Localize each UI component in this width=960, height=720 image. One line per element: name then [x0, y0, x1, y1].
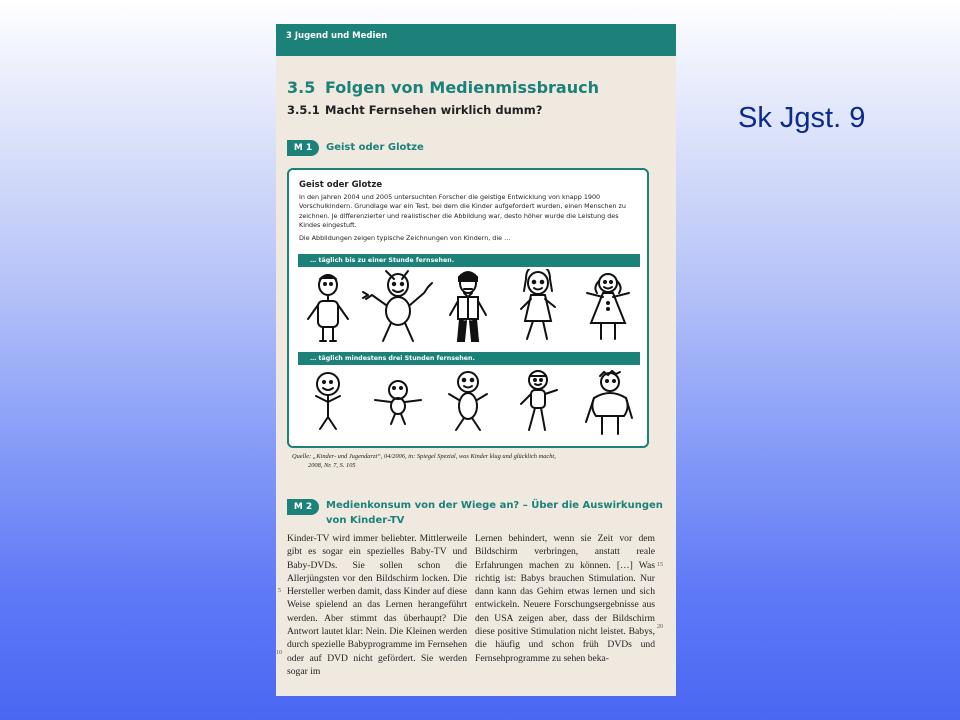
- m2-column-2-text: Lernen behindert, wenn sie Zeit vor dem Bildschirm verbringen, anstatt reale Erfahrungen machen zu können. […] Was richtig ist: Babys brauchen Stimulation. Nur dann kann das Gehirn etwas lernen und sich entwickeln. Neuere Forschungsergebnisse aus den USA zeigen aber, dass der Bildschirm diese positive Stimulation nicht leistet. Babys, die häufig und schon früh DVDs und Fernsehprogramme zu sehen beka-: [475, 533, 655, 664]
- drawings-low-tv: [298, 269, 640, 349]
- m2-title-line-2: von Kinder-TV: [326, 515, 405, 526]
- box-paragraph-2: Die Abbildungen zeigen typische Zeichnungen von Kindern, die …: [299, 233, 511, 242]
- stick-figure-3: [449, 372, 487, 430]
- box-title: Geist oder Glotze: [299, 180, 383, 190]
- subsection-number: 3.5.1: [287, 103, 320, 117]
- line-number-10: 10: [276, 650, 282, 656]
- stick-figure-5: [586, 371, 632, 434]
- subsection-title: Macht Fernsehen wirklich dumm?: [325, 103, 543, 117]
- child-drawing-2: [363, 271, 432, 341]
- m1-tag: M 1: [287, 140, 319, 156]
- box-text: [299, 193, 635, 246]
- line-number-5: 5: [278, 588, 281, 594]
- child-drawing-1: [308, 275, 348, 341]
- child-drawing-5: [587, 274, 629, 339]
- m1-source: [292, 452, 642, 470]
- box-paragraph-1: In den Jahren 2004 und 2005 untersuchten Forscher die geistige Entwicklung von knapp 1900 Vorschulkindern. Grundlage war ein Test, bei dem die Kinder aufgefordert wurden, einen Menschen zu zeichnen. Je differenzierter und realistischer die Abbildung war, desto höher wurde die Leistung des Kindes eingestuft.: [299, 193, 626, 230]
- child-drawing-4: [521, 269, 555, 339]
- m2-title: [326, 498, 663, 528]
- m2-tag: M 2: [287, 499, 319, 515]
- m1-box: [287, 168, 649, 448]
- m2-column-1-text: Kinder-TV wird immer beliebter. Mittlerweile gibt es sogar ein spezielles Baby-TV und Baby-DVDs. Sie sollen schon die Allerjüngsten vor den Bildschirm locken. Die Hersteller werben damit, dass Kinder auf diese Weise spielend an das Lernen herangeführt werden. Aber stimmt das überhaupt? Die Antwort lautet klar: Nein. Die Kleinen werden durch spezielle Babyprogramme im Fernsehen oder auf DVD nicht gefördert. Sie werden sogar im: [287, 533, 467, 677]
- m2-title-line-1: Medienkonsum von der Wiege an? – Über die Auswirkungen: [326, 500, 663, 511]
- section-number: 3.5: [287, 78, 316, 97]
- slide-title: Sk Jgst. 9: [738, 102, 866, 134]
- chapter-header: 3 Jugend und Medien: [276, 24, 676, 56]
- band-three-hours: … täglich mindestens drei Stunden fernsehen.: [298, 352, 640, 365]
- stick-figure-4: [521, 371, 557, 430]
- textbook-page: [276, 24, 676, 696]
- child-drawing-3: [450, 272, 486, 341]
- stick-figure-1: [316, 373, 340, 429]
- subsection-heading: [287, 103, 542, 117]
- m2-column-1: [287, 532, 467, 678]
- stick-figure-2: [375, 381, 421, 424]
- line-number-20: 20: [657, 624, 663, 630]
- source-line-1: Quelle: „Kinder- und Jugendarzt“, 04/2006, in: Spiegel Spezial, was Kinder klug und glücklich macht,: [292, 453, 556, 460]
- line-number-15: 15: [657, 562, 663, 568]
- m2-column-2: [475, 532, 655, 665]
- source-line-2: 2008, Nr. 7, S. 105: [308, 462, 356, 469]
- section-heading: [287, 78, 599, 97]
- band-one-hour: … täglich bis zu einer Stunde fernsehen.: [298, 254, 640, 267]
- m1-title: Geist oder Glotze: [326, 142, 424, 153]
- section-title: Folgen von Medienmissbrauch: [325, 78, 599, 97]
- drawings-high-tv: [298, 368, 640, 444]
